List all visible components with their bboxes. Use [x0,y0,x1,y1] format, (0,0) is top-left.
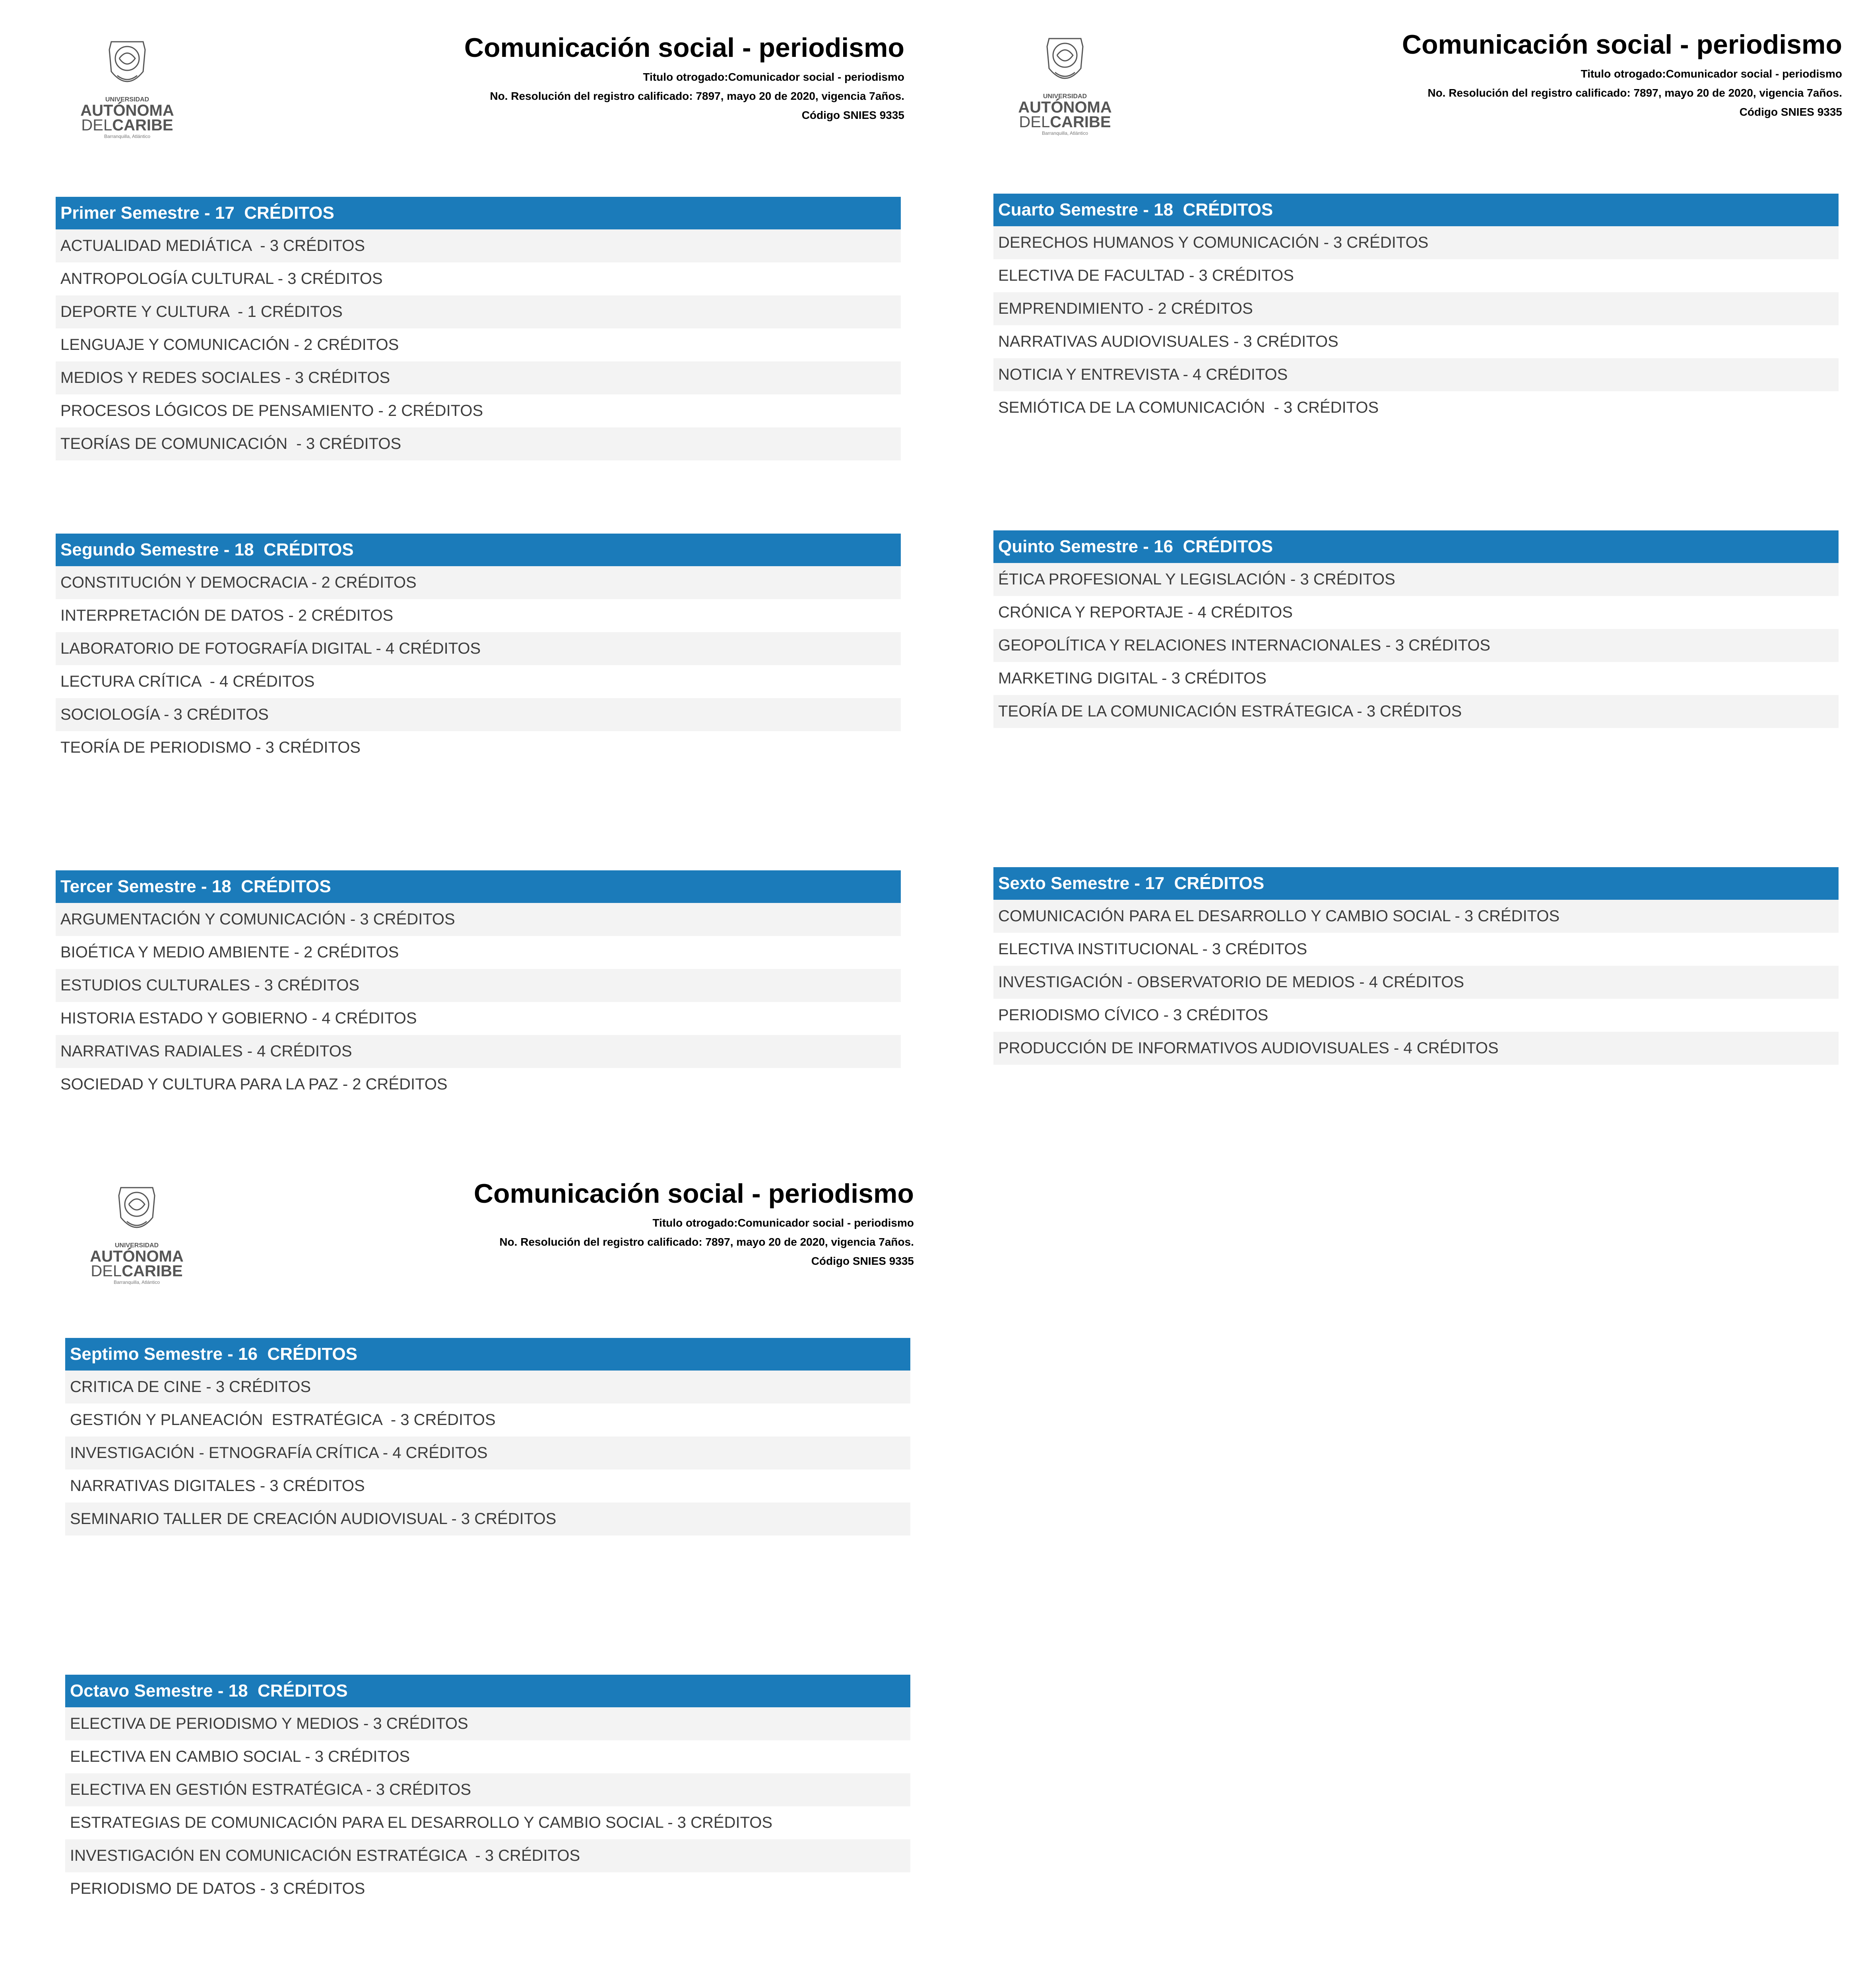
semester-header: Septimo Semestre - 16 CRÉDITOS [65,1338,910,1371]
logo-autonoma: AUTÓNOMA [80,102,174,119]
course-row: INVESTIGACIÓN EN COMUNICACIÓN ESTRATÉGICA - 3 CRÉDITOS [65,1839,910,1872]
course-row: PERIODISMO CÍVICO - 3 CRÉDITOS [993,999,1839,1032]
course-row: LABORATORIO DE FOTOGRAFÍA DIGITAL - 4 CRÉDITOS [56,632,901,665]
course-row: ELECTIVA INSTITUCIONAL - 3 CRÉDITOS [993,933,1839,966]
semester-header: Cuarto Semestre - 18 CRÉDITOS [993,194,1839,226]
course-list [56,903,901,1101]
course-row: ACTUALIDAD MEDIÁTICA - 3 CRÉDITOS [56,229,901,262]
course-row: ESTRATEGIAS DE COMUNICACIÓN PARA EL DESARROLLO Y CAMBIO SOCIAL - 3 CRÉDITOS [65,1806,910,1839]
course-row: DERECHOS HUMANOS Y COMUNICACIÓN - 3 CRÉDITOS [993,226,1839,259]
course-row: CONSTITUCIÓN Y DEMOCRACIA - 2 CRÉDITOS [56,566,901,599]
semester-3 [56,870,901,1101]
course-row: PERIODISMO DE DATOS - 3 CRÉDITOS [65,1872,910,1905]
svg-text:DELCARIBE [91,1262,182,1280]
semester-6 [993,867,1839,1065]
page-header [1206,25,1842,122]
course-row: CRITICA DE CINE - 3 CRÉDITOS [65,1371,910,1404]
program-title: Comunicación social - periodismo [1402,29,1842,60]
course-row: PRODUCCIÓN DE INFORMATIVOS AUDIOVISUALES - 4 CRÉDITOS [993,1032,1839,1065]
logo-caribe: CARIBE [112,116,173,134]
svg-text:DELCARIBE [1019,113,1111,131]
course-row: TEORÍA DE PERIODISMO - 3 CRÉDITOS [56,731,901,764]
course-list [993,900,1839,1065]
course-row: ANTROPOLOGÍA CULTURAL - 3 CRÉDITOS [56,262,901,295]
logo-del: DEL [81,116,112,134]
snies-code: Código SNIES 9335 [801,109,904,121]
university-logo [1017,31,1113,138]
course-row: INVESTIGACIÓN - ETNOGRAFÍA CRÍTICA - 4 CRÉDITOS [65,1437,910,1470]
course-row: TEORÍA DE LA COMUNICACIÓN ESTRÁTEGICA - 3 CRÉDITOS [993,695,1839,728]
logo-autonoma: AUTÓNOMA [1018,99,1112,116]
semester-header: Segundo Semestre - 18 CRÉDITOS [56,534,901,566]
course-row: HISTORIA ESTADO Y GOBIERNO - 4 CRÉDITOS [56,1002,901,1035]
university-logo [89,1180,184,1287]
course-row: SEMINARIO TALLER DE CREACIÓN AUDIOVISUAL - 3 CRÉDITOS [65,1503,910,1536]
semester-7 [65,1338,910,1536]
course-row: SEMIÓTICA DE LA COMUNICACIÓN - 3 CRÉDITOS [993,391,1839,424]
university-logo [80,34,175,141]
degree-title: Titulo otrogado:Comunicador social - periodismo [652,1217,914,1229]
course-row: GESTIÓN Y PLANEACIÓN ESTRATÉGICA - 3 CRÉDITOS [65,1404,910,1437]
course-row: PROCESOS LÓGICOS DE PENSAMIENTO - 2 CRÉDITOS [56,394,901,427]
course-row: SOCIEDAD Y CULTURA PARA LA PAZ - 2 CRÉDITOS [56,1068,901,1101]
logo-city: Barranquilla, Atlántico [104,134,151,139]
course-row: ELECTIVA EN GESTIÓN ESTRATÉGICA - 3 CRÉDITOS [65,1773,910,1806]
program-title: Comunicación social - periodismo [473,1178,914,1209]
semester-header: Sexto Semestre - 17 CRÉDITOS [993,867,1839,900]
course-row: LENGUAJE Y COMUNICACIÓN - 2 CRÉDITOS [56,328,901,361]
course-row: NARRATIVAS DIGITALES - 3 CRÉDITOS [65,1470,910,1503]
logo [89,1180,184,1287]
semester-1 [56,197,901,460]
course-row: BIOÉTICA Y MEDIO AMBIENTE - 2 CRÉDITOS [56,936,901,969]
course-row: CRÓNICA Y REPORTAJE - 4 CRÉDITOS [993,596,1839,629]
snies-code: Código SNIES 9335 [811,1255,914,1267]
page-header [268,28,904,125]
course-list [56,566,901,764]
course-row: INTERPRETACIÓN DE DATOS - 2 CRÉDITOS [56,599,901,632]
semester-header: Primer Semestre - 17 CRÉDITOS [56,197,901,229]
course-row: SOCIOLOGÍA - 3 CRÉDITOS [56,698,901,731]
resolution: No. Resolución del registro calificado: 7897, mayo 20 de 2020, vigencia 7años. [1428,87,1842,99]
program-title: Comunicación social - periodismo [464,33,904,63]
course-row: ELECTIVA DE PERIODISMO Y MEDIOS - 3 CRÉDITOS [65,1707,910,1740]
course-row: DEPORTE Y CULTURA - 1 CRÉDITOS [56,295,901,328]
course-row: ARGUMENTACIÓN Y COMUNICACIÓN - 3 CRÉDITOS [56,903,901,936]
course-list [65,1371,910,1536]
logo-caribe: CARIBE [1050,113,1111,131]
logo-autonoma: AUTÓNOMA [90,1248,184,1265]
logo-city: Barranquilla, Atlántico [1042,130,1088,136]
course-row: GEOPOLÍTICA Y RELACIONES INTERNACIONALES - 3 CRÉDITOS [993,629,1839,662]
course-row: ESTUDIOS CULTURALES - 3 CRÉDITOS [56,969,901,1002]
semester-header: Octavo Semestre - 18 CRÉDITOS [65,1675,910,1707]
course-list [56,229,901,460]
degree-title: Titulo otrogado:Comunicador social - periodismo [643,71,904,83]
course-row: LECTURA CRÍTICA - 4 CRÉDITOS [56,665,901,698]
course-row: MEDIOS Y REDES SOCIALES - 3 CRÉDITOS [56,361,901,394]
logo-universidad: UNIVERSIDAD [114,1242,159,1249]
resolution: No. Resolución del registro calificado: 7897, mayo 20 de 2020, vigencia 7años. [490,90,904,102]
course-row: ELECTIVA EN CAMBIO SOCIAL - 3 CRÉDITOS [65,1740,910,1773]
course-list [65,1707,910,1905]
semester-2 [56,534,901,764]
logo [1017,31,1113,138]
semester-4 [993,194,1839,424]
resolution: No. Resolución del registro calificado: 7897, mayo 20 de 2020, vigencia 7años. [499,1236,914,1248]
snies-code: Código SNIES 9335 [1739,106,1842,118]
course-row: MARKETING DIGITAL - 3 CRÉDITOS [993,662,1839,695]
course-row: ÉTICA PROFESIONAL Y LEGISLACIÓN - 3 CRÉDITOS [993,563,1839,596]
logo-universidad: UNIVERSIDAD [1043,93,1087,100]
logo [80,34,175,141]
semester-8 [65,1675,910,1905]
logo-city: Barranquilla, Atlántico [113,1279,160,1285]
logo-del: DEL [1019,113,1050,131]
course-row: NARRATIVAS AUDIOVISUALES - 3 CRÉDITOS [993,325,1839,358]
svg-text:DELCARIBE [81,116,173,134]
course-row: INVESTIGACIÓN - OBSERVATORIO DE MEDIOS - 4 CRÉDITOS [993,966,1839,999]
course-row: NOTICIA Y ENTREVISTA - 4 CRÉDITOS [993,358,1839,391]
logo-del: DEL [91,1262,122,1280]
semester-5 [993,530,1839,728]
degree-title: Titulo otrogado:Comunicador social - periodismo [1581,68,1842,80]
course-list [993,563,1839,728]
course-row: NARRATIVAS RADIALES - 4 CRÉDITOS [56,1035,901,1068]
course-list [993,226,1839,424]
course-row: EMPRENDIMIENTO - 2 CRÉDITOS [993,292,1839,325]
course-row: COMUNICACIÓN PARA EL DESARROLLO Y CAMBIO SOCIAL - 3 CRÉDITOS [993,900,1839,933]
logo-caribe: CARIBE [122,1262,183,1280]
course-row: TEORÍAS DE COMUNICACIÓN - 3 CRÉDITOS [56,427,901,460]
semester-header: Quinto Semestre - 16 CRÉDITOS [993,530,1839,563]
semester-header: Tercer Semestre - 18 CRÉDITOS [56,870,901,903]
logo-universidad: UNIVERSIDAD [105,96,149,103]
page-header [278,1174,914,1271]
course-row: ELECTIVA DE FACULTAD - 3 CRÉDITOS [993,259,1839,292]
